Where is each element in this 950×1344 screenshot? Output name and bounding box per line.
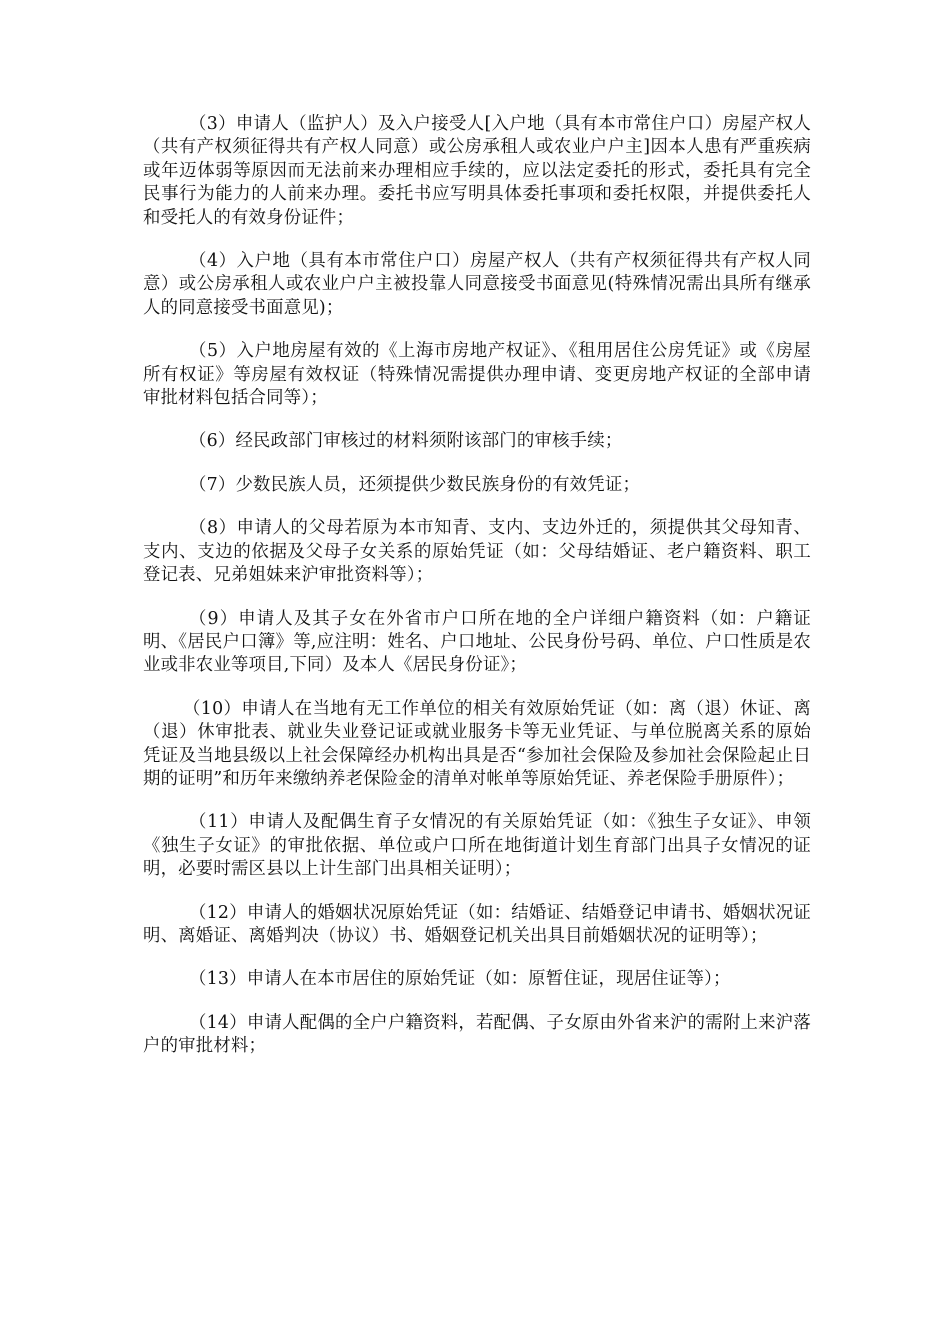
- paragraph-item-9: （9）申请人及其子女在外省市户口所在地的全户详细户籍资料（如：户籍证明、《居民户口簿》等,应注明：姓名、户口地址、公民身份号码、单位、户口性质是农业或非农业等项目,下同）及本人《居民身份证》；: [143, 608, 811, 676]
- paragraph-item-8: （8）申请人的父母若原为本市知青、支内、支边外迁的，须提供其父母知青、支内、支边的依据及父母子女关系的原始凭证（如：父母结婚证、老户籍资料、职工登记表、兄弟姐妹来沪审批资料等）；: [143, 518, 811, 586]
- paragraph-item-14: （14）申请人配偶的全户户籍资料，若配偶、子女原由外省来沪的需附上来沪落户的审批材料；: [143, 1012, 811, 1057]
- paragraph-item-7: （7）少数民族人员，还须提供少数民族身份的有效凭证；: [189, 474, 641, 495]
- paragraph-item-13: （13）申请人在本市居住的原始凭证（如：原暂住证，现居住证等）；: [189, 969, 731, 990]
- paragraph-item-11: （11）申请人及配偶生育子女情况的有关原始凭证（如：《独生子女证》、申领《独生子女证》的审批依据、单位或户口所在地街道计划生育部门出具子女情况的证明，必要时需区县以上计生部门出具相关证明）；: [143, 812, 811, 880]
- paragraph-item-12: （12）申请人的婚姻状况原始凭证（如：结婚证、结婚登记申请书、婚姻状况证明、离婚证、离婚判决（协议）书、婚姻登记机关出具目前婚姻状况的证明等）；: [143, 902, 811, 946]
- document-body: [143, 113, 811, 1079]
- paragraph-item-3: （3）申请人（监护人）及入户接受人[入户地（具有本市常住户口）房屋产权人（共有产权须征得共有产权人同意）或公房承租人或农业户户主]因本人患有严重疾病或年迈体弱等原因而无法前来办理相应手续的，应以法定委托的形式，委托具有完全民事行为能力的人前来办理。委托书应写明具体委托事项和委托权限，并提供委托人和受托人的有效身份证件；: [143, 114, 811, 228]
- paragraph-item-6: （6）经民政部门审核过的材料须附该部门的审核手续；: [189, 431, 623, 452]
- paragraph-item-5: （5）入户地房屋有效的《上海市房地产权证》、《租用居住公房凭证》或《房屋所有权证》等房屋有效权证（特殊情况需提供办理申请、变更房地产权证的全部申请审批材料包括合同等）；: [143, 341, 811, 409]
- paragraph-item-10: （10）申请人在当地有无工作单位的相关有效原始凭证（如：离（退）休证、离（退）休审批表、就业失业登记证或就业服务卡等无业凭证、与单位脱离关系的原始凭证及当地县级以上社会保障经办机构出具是否“参加社会保险及参加社会保险起止日期的证明”和历年来缴纳养老保险金的清单对帐单等原始凭证、养老保险手册原件）；: [143, 698, 811, 789]
- paragraph-item-4: （4）入户地（具有本市常住户口）房屋产权人（共有产权须征得共有产权人同意）或公房承租人或农业户户主被投靠人同意接受书面意见(特殊情况需出具所有继承人的同意接受书面意见)；: [143, 251, 811, 318]
